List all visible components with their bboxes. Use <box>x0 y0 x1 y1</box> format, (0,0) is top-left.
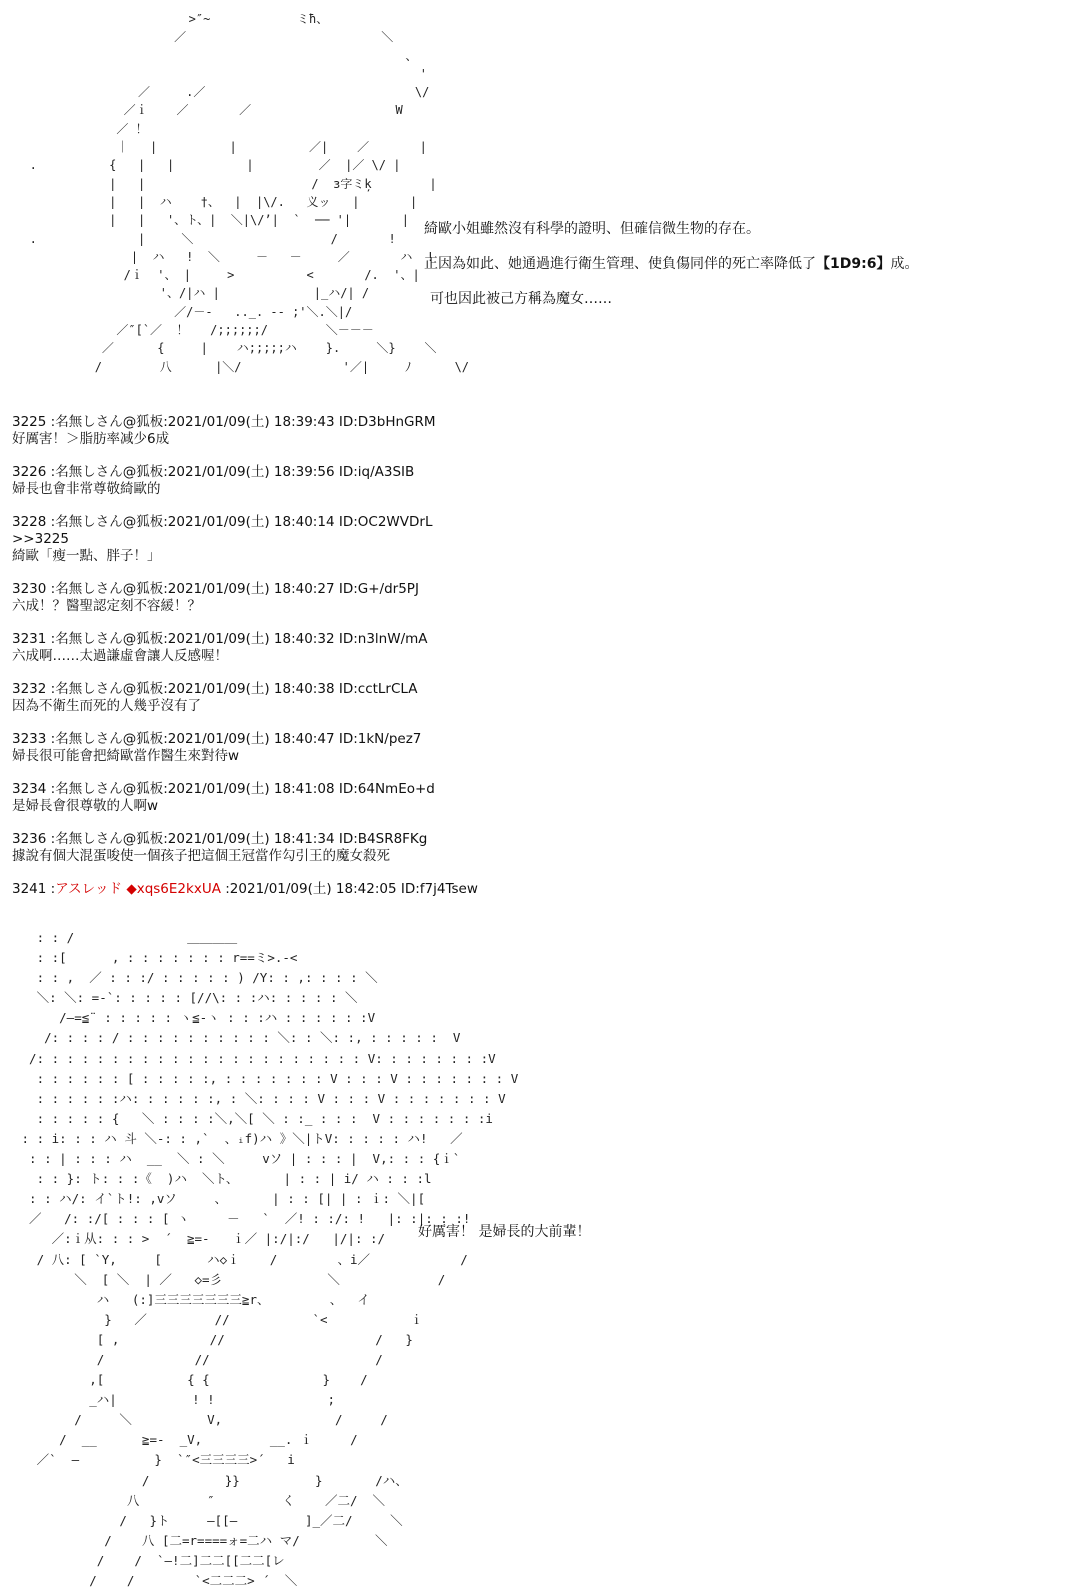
post <box>12 881 1062 898</box>
post-body-line: 婦長很可能會把綺歐當作醫生來對待w <box>12 748 240 764</box>
post-body-line: 婦長也會非常尊敬綺歐的 <box>12 481 161 497</box>
post-body-line: 據說有個大混蛋唆使一個孩子把這個王冠當作勾引王的魔女殺死 <box>12 848 390 864</box>
post-author-name: 名無しさん@狐板 <box>55 731 164 747</box>
post-author-trip: ◆xqs6E2kxUA <box>126 881 221 897</box>
dice-roll: 【1D9:6】 <box>816 256 891 272</box>
post-author-name: 名無しさん@狐板 <box>55 581 164 597</box>
bottom-ascii-art <box>14 928 518 1591</box>
post-datetime: 2021/01/09(土) 18:40:38 <box>167 681 335 697</box>
art-line: /ｉ '、 | > < /. '、| <box>8 268 420 283</box>
art-line: ／″[`／ ！ /;;;;;;/ ＼－－－ <box>8 323 374 338</box>
art-line: / 八: [ `Y, [ ハ◇ｉ / 、i／ / <box>14 1251 468 1267</box>
post-body-line: 好厲害！＞脂肪率减少6成 <box>12 431 170 447</box>
art-line: /: : : : : : : : : : : : : : : : : : : : : : V: : : : : : : :V <box>14 1050 496 1066</box>
post-id: ID:D3bHnGRM <box>338 414 436 430</box>
post-datetime: 2021/01/09(土) 18:42:05 <box>229 881 397 897</box>
post-id: ID:cctLrCLA <box>338 681 418 697</box>
post-header: 3231 :名無しさん@狐板:2021/01/09(土) 18:40:32 ID:n3lnW/mA <box>12 631 428 647</box>
post-header: 3225 :名無しさん@狐板:2021/01/09(土) 18:39:43 ID:D3bHnGRM <box>12 414 436 430</box>
art-line: ' <box>8 66 428 81</box>
post-author-name: 名無しさん@狐板 <box>55 631 164 647</box>
art-line: ／ ！ <box>8 121 148 136</box>
narration-line-2: 正因為如此、她通過進行衛生管理、使負傷同伴的死亡率降低了【1D9:6】成。 <box>424 256 919 272</box>
art-line: ／ｉ ／ ／ W <box>8 103 403 118</box>
narration-line-1: 綺歐小姐雖然沒有科學的證明、但確信微生物的存在。 <box>424 221 760 237</box>
post-datetime: 2021/01/09(土) 18:41:34 <box>167 831 335 847</box>
post-list <box>12 414 1062 914</box>
art-line: / ＼ V, / / <box>14 1412 388 1428</box>
post-number: 3236 <box>12 831 47 847</box>
post-id: ID:n3lnW/mA <box>338 631 428 647</box>
post-author-name: 名無しさん@狐板 <box>55 464 164 480</box>
post-header: 3228 :名無しさん@狐板:2021/01/09(土) 18:40:14 ID:OC2WVDrL <box>12 514 433 530</box>
art-line: | ハ ! ＼ － － ／ ハ ! <box>8 249 435 264</box>
post-number: 3233 <box>12 731 47 747</box>
art-line: / / `—!二]二二[[二二[レ <box>14 1552 285 1568</box>
art-line: . { | | | ／ |／ \/ | <box>8 158 401 173</box>
post-number: 3241 <box>12 881 47 897</box>
post-number: 3228 <box>12 514 47 530</box>
post-author-name: 名無しさん@狐板 <box>55 414 164 430</box>
post-author-name: 名無しさん@狐板 <box>55 781 164 797</box>
top-ascii-art <box>8 10 469 376</box>
post-number: 3225 <box>12 414 47 430</box>
art-line: : : | : : : ハ __ ＼ : ＼ vソ | : : : | V,: : : {ｉ` <box>14 1151 461 1167</box>
post <box>12 731 1062 765</box>
post-header: 3236 :名無しさん@狐板:2021/01/09(土) 18:41:34 ID:B4SR8FKg <box>12 831 428 847</box>
post-datetime: 2021/01/09(土) 18:41:08 <box>167 781 335 797</box>
post <box>12 781 1062 815</box>
art-line: ／ { | ハ;;;;;ハ }. ＼} ＼ <box>8 341 437 356</box>
art-line: ／/－‐ .._. -- ;'＼.＼|/ <box>8 304 353 319</box>
post-header: 3234 :名無しさん@狐板:2021/01/09(土) 18:41:08 ID:64NmEo+d <box>12 781 435 797</box>
post-author-name: 名無しさん@狐板 <box>55 514 164 530</box>
post <box>12 831 1062 865</box>
post-body-line: 六成啊……太過謙虛會讓人反感喔！ <box>12 648 228 664</box>
post <box>12 464 1062 498</box>
post-datetime: 2021/01/09(土) 18:40:32 <box>167 631 335 647</box>
post-datetime: 2021/01/09(土) 18:39:56 <box>167 464 335 480</box>
art-line: : : ハ/: イ`ト!: ,vソ 、 | : : [| | : ｉ: ＼|[ <box>14 1191 426 1207</box>
art-line: '、/|ハ | |_ハ/| / <box>8 286 370 301</box>
art-line: / 八 [二=r====ォ=二ハ マ/ ＼ <box>14 1532 388 1548</box>
post-id: ID:G+/dr5PJ <box>338 581 419 597</box>
art-line: ／:ｉ从: : : > ´ ≧=- ｉ／ |:/|:/ |/|: :/ <box>14 1231 386 1247</box>
post-number: 3234 <box>12 781 47 797</box>
post-number: 3226 <box>12 464 47 480</box>
art-line: : : : : : : [ : : : : :, : : : : : : : V : : : V : : : : : : : V <box>14 1070 519 1086</box>
post-body-line: 是婦長會很尊敬的人啊w <box>12 798 159 814</box>
post-body-line: 因為不衛生而死的人幾乎沒有了 <box>12 698 201 714</box>
post-id: ID:B4SR8FKg <box>338 831 428 847</box>
post-author-name: 名無しさん@狐板 <box>55 831 164 847</box>
art-line: : : , ／ : : :/ : : : : : ) /Y: : ,: : : : ＼ <box>14 970 378 986</box>
art-line: . | ＼ / ! <box>8 231 396 246</box>
post-datetime: 2021/01/09(土) 18:40:27 <box>167 581 335 597</box>
character-dialogue: 好厲害！ 是婦長的大前輩！ <box>418 1224 591 1240</box>
post-author-name: 名無しさん@狐板 <box>55 681 164 697</box>
post <box>12 514 1062 565</box>
post-body-line: 六成！？醫聖認定刻不容緩！？ <box>12 598 201 614</box>
post-header: 3226 :名無しさん@狐板:2021/01/09(土) 18:39:56 ID:iq/A3SIB <box>12 464 415 480</box>
post-id: ID:64NmEo+d <box>338 781 435 797</box>
post-body-line: 綺歐「瘦一點、胖子！」 <box>12 548 161 564</box>
art-line: | | '、ト、| ＼|\/’| ` ── '| | <box>8 213 409 228</box>
narration-line-3: 可也因此被己方稱為魔女…… <box>430 291 612 307</box>
art-line: / 八 |＼/ '／| ﾉ \/ <box>8 359 470 374</box>
art-line: / }} } /ハ、 <box>14 1472 408 1488</box>
post <box>12 414 1062 448</box>
art-line: [ , // / } <box>14 1331 413 1347</box>
art-line: : : / ＿＿＿＿ <box>14 930 238 945</box>
art-line: / / `<二二二> ´ ＼ <box>14 1573 298 1588</box>
art-line: | | / з字ミķ | <box>8 176 437 191</box>
art-line: _ハ| ! ! ; <box>14 1392 336 1408</box>
post-id: ID:OC2WVDrL <box>338 514 433 530</box>
art-line: 、 <box>8 48 418 63</box>
post-number: 3231 <box>12 631 47 647</box>
art-line: ＼ [ ＼ | ／ ◇=彡 ＼ / <box>14 1271 446 1287</box>
art-line: / __ ≧=- _V, __. ｉ / <box>14 1432 358 1448</box>
post-id: ID:1kN/pez7 <box>338 731 422 747</box>
art-line: >″~ ミħ、 <box>8 12 329 26</box>
art-line: /—=≦¨ : : : : : ヽ≦-ヽ : : :ハ : : : : : :V <box>14 1010 376 1026</box>
post-datetime: 2021/01/09(土) 18:40:14 <box>167 514 335 530</box>
post-number: 3232 <box>12 681 47 697</box>
post <box>12 631 1062 665</box>
art-line: ／ .／ \/ <box>8 85 430 100</box>
post-header: 3232 :名無しさん@狐板:2021/01/09(土) 18:40:38 ID:cctLrCLA <box>12 681 418 697</box>
art-line: ＼: ＼: =-`: : : : : [//\: : :ハ: : : : : ＼ <box>14 990 358 1006</box>
art-line: ハ (:]三三三三三三三≧r、 、 イ <box>14 1291 370 1307</box>
post <box>12 581 1062 615</box>
post-id: ID:iq/A3SIB <box>338 464 415 480</box>
post-body-line: >>3225 <box>12 531 69 547</box>
post-id: ID:f7j4Tsew <box>400 881 478 897</box>
art-line: 八 ″ く ／二/ ＼ <box>14 1492 386 1508</box>
art-line: /: : : : / : : : : : : : : : : ＼: : ＼: :, : : : : : V <box>14 1030 461 1046</box>
post-author-name: アスレッド <box>55 881 123 897</box>
art-line: ,[ { { } / <box>14 1372 368 1388</box>
art-line: ／ ＼ <box>8 30 394 45</box>
art-line: / }ト —[[— ]_／二/ ＼ <box>14 1512 403 1528</box>
post-datetime: 2021/01/09(土) 18:39:43 <box>167 414 335 430</box>
post-header: 3241 :アスレッド ◆xqs6E2kxUA :2021/01/09(土) 18:42:05 ID:f7j4Tsew <box>12 881 478 897</box>
art-line: ／ /: :/[ : : : [ ヽ － ` ／! : :/: ! |: :|: : :! <box>14 1211 471 1227</box>
art-line: ｜ | | ／| ／ | <box>8 140 427 155</box>
art-line: : : : : : { ＼ : : : :＼,＼[ ＼ : :_ : : : V : : : : : : :i <box>14 1110 493 1126</box>
art-line: | | ハ †、 | |\/. 义ッ | | <box>8 194 418 209</box>
art-line: : :[ , : : : : : : : r==ミ>.-< <box>14 950 298 966</box>
art-line: : : : : : :ハ: : : : : :, : ＼: : : : V : : : V : : : : : : : V <box>14 1090 506 1106</box>
post-datetime: 2021/01/09(土) 18:40:47 <box>167 731 335 747</box>
post-header: 3233 :名無しさん@狐板:2021/01/09(土) 18:40:47 ID:1kN/pez7 <box>12 731 422 747</box>
post-header: 3230 :名無しさん@狐板:2021/01/09(土) 18:40:27 ID:G+/dr5PJ <box>12 581 419 597</box>
art-line: } ／ // `< ｉ <box>14 1311 423 1327</box>
art-line: : : i: : : ハ 斗 ＼-: : ,` 、ᵢf)ハ 》＼|トV: : : : : ハ! ／ <box>14 1130 463 1146</box>
art-line: / // / <box>14 1351 383 1367</box>
art-line: ／` — } `″<三三三三>´ i <box>14 1452 295 1468</box>
art-line: : : }: ト: : :《 )ハ ＼ト、 | : : | i/ ハ : : :l <box>14 1171 432 1187</box>
post-number: 3230 <box>12 581 47 597</box>
post <box>12 681 1062 715</box>
